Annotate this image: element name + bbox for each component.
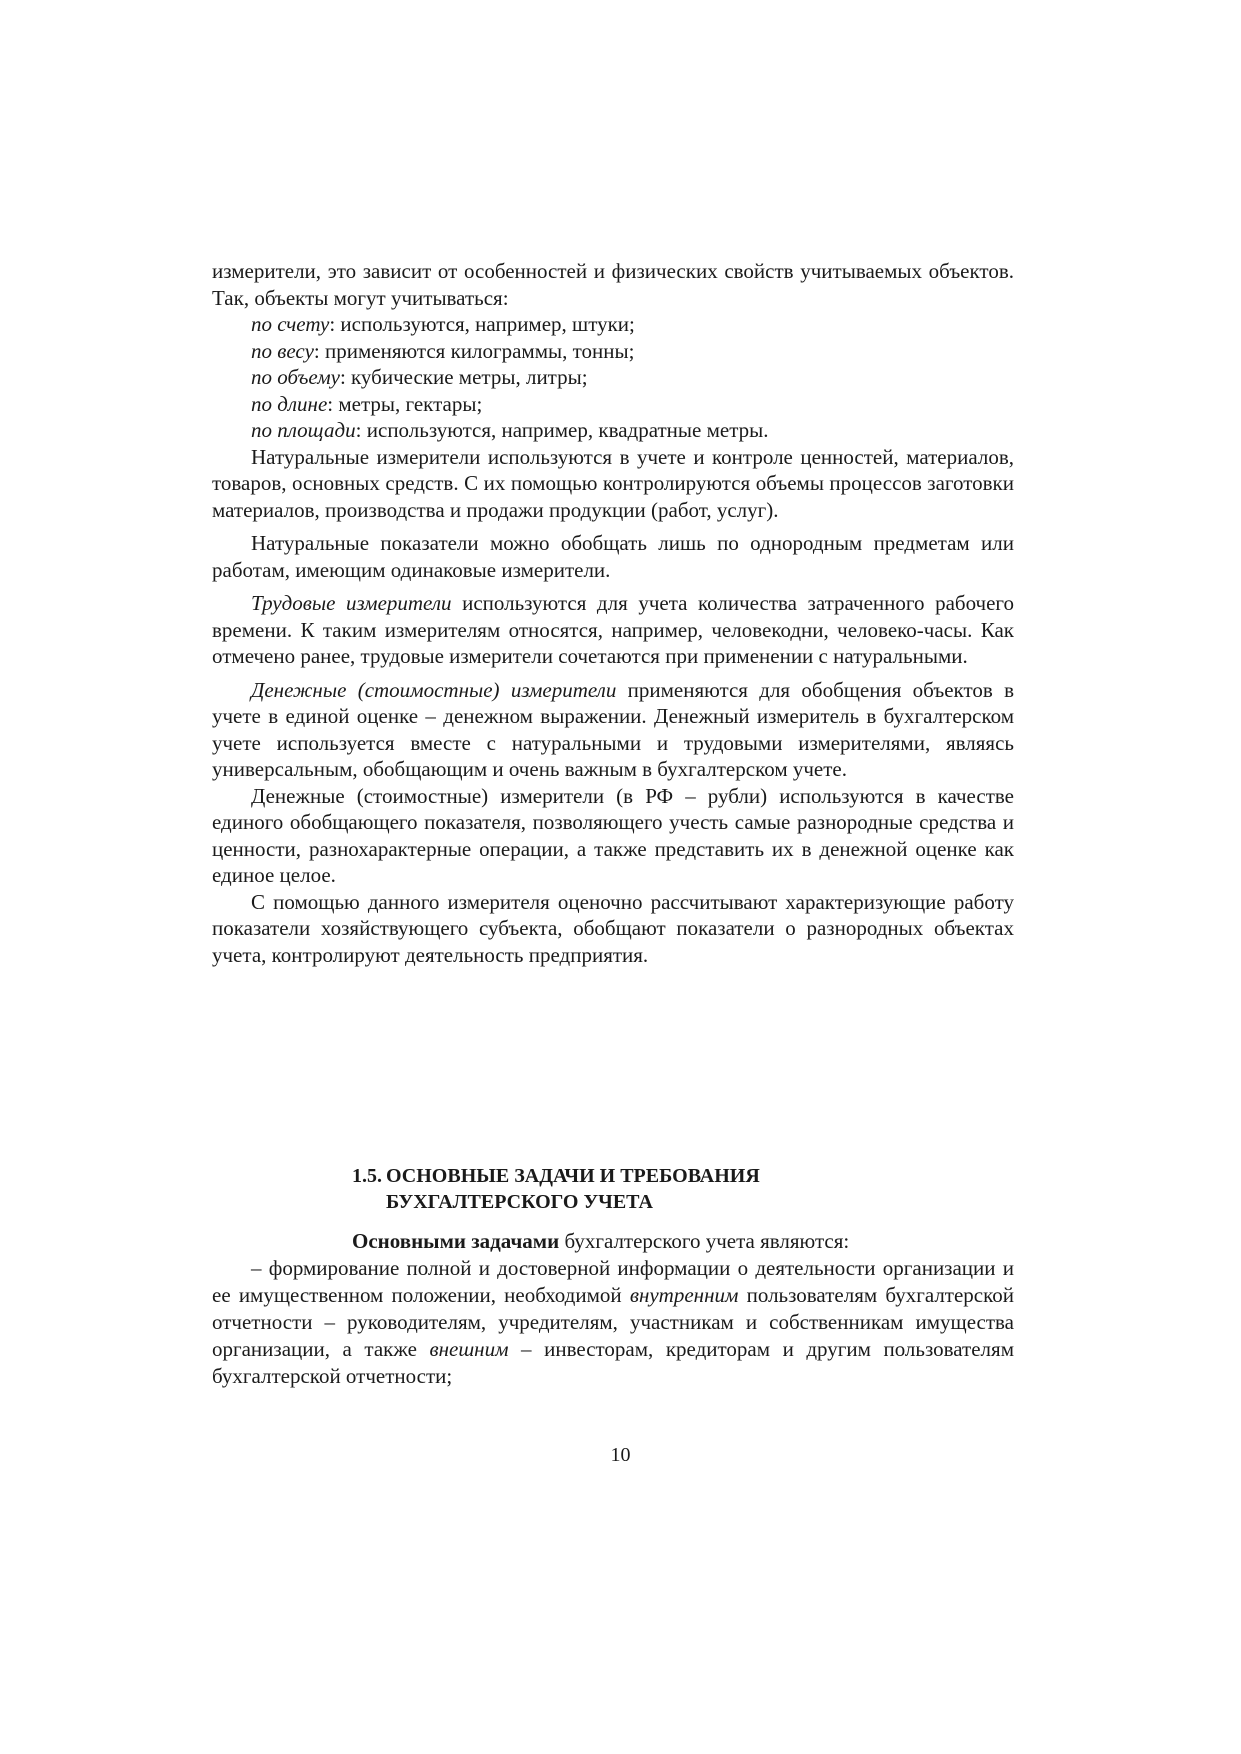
- task-text: – формирование полной и достоверной информации о деятельности организации и ее имущественном положении, необходимой: [212, 1256, 1014, 1307]
- list-item: [212, 417, 1014, 444]
- task-item: [212, 1255, 1014, 1390]
- tasks-lead-bold: Основными задачами: [352, 1229, 560, 1253]
- section-heading-line1: [352, 1163, 912, 1189]
- tasks-lead-rest: бухгалтерского учета являются:: [559, 1229, 850, 1253]
- measure-term: по площади: [251, 418, 356, 442]
- page-number: 10: [610, 1444, 631, 1466]
- task-text: пользователям бухгалтерской отчетности – руководителям, учредителям, участникам и собственникам имущества организации, а также: [212, 1283, 1014, 1361]
- section-title-line1: ОСНОВНЫЕ ЗАДАЧИ И ТРЕБОВАНИЯ: [386, 1165, 760, 1187]
- external-term: внешним: [429, 1337, 509, 1361]
- task-text: – инвесторам, кредиторам и другим пользователям бухгалтерской отчетности;: [212, 1337, 1014, 1388]
- measure-text: : метры, гектары;: [327, 391, 483, 416]
- measure-term: по объему: [251, 365, 340, 389]
- money-term: Денежные (стоимостные) измерители: [251, 677, 617, 702]
- labor-paragraph: [212, 590, 1014, 670]
- money-paragraph: [212, 677, 1014, 783]
- estimate-paragraph: С помощью данного измерителя оценочно рассчитывают характеризующие работу показатели хозяйствующего субъекта, обобщают показатели о разнородных объектах учета, контролируют деятельность предприятия.: [212, 889, 1014, 967]
- tasks-block: [212, 1228, 1014, 1390]
- money-text: применяются для обобщения объектов в учете в единой оценке – денежном выражении. Денежный измеритель в бухгалтерском учете используется вместе с натуральными и трудовыми измерителями, являясь универсальным, обобщающим и очень важным в бухгалтерском учете.: [212, 677, 1014, 781]
- tasks-lead: [212, 1228, 1014, 1255]
- measure-list: [212, 311, 1014, 444]
- list-item: [212, 338, 1014, 365]
- labor-text: используются для учета количества затраченного рабочего времени. К таким измерителям относятся, например, человекодни, человеко-часы. Как отмечено ранее, трудовые измерители сочетаются при применении с натуральными.: [212, 591, 1014, 668]
- section-title-line2: БУХГАЛТЕРСКОГО УЧЕТА: [386, 1191, 653, 1213]
- measure-text: : используются, например, квадратные метры.: [355, 418, 769, 442]
- section-heading: [352, 1163, 912, 1215]
- measure-term: по весу: [251, 338, 314, 363]
- money-rf-paragraph: Денежные (стоимостные) измерители (в РФ – рубли) используются в качестве единого обобщающего показателя, позволяющего учесть самые разнородные средства и ценности, разнохарактерные операции, а также представить их в денежной оценке как единое целое.: [212, 783, 1014, 887]
- list-item: [212, 364, 1014, 391]
- section-number: 1.5.: [352, 1165, 382, 1187]
- natural-summary-paragraph: Натуральные показатели можно обобщать лишь по однородным предметам или работам, имеющим одинаковые измерители.: [212, 531, 1014, 582]
- list-item: [212, 391, 1014, 418]
- internal-term: внутренним: [629, 1283, 739, 1307]
- main-text: [212, 258, 1014, 968]
- natural-usage-paragraph: Натуральные измерители используются в учете и контроле ценностей, материалов, товаров, основных средств. С их помощью контролируются объемы процессов заготовки материалов, производства и продажи продукции (работ, услуг).: [212, 444, 1014, 522]
- measure-term: по счету: [251, 312, 330, 336]
- measure-text: : используются, например, штуки;: [329, 312, 635, 336]
- intro-paragraph: измерители, это зависит от особенностей и физических свойств учитываемых объектов. Так, объекты могут учитываться:: [212, 259, 1014, 310]
- list-item: [212, 311, 1014, 338]
- measure-term: по длине: [251, 391, 328, 416]
- measure-text: : применяются килограммы, тонны;: [313, 338, 635, 363]
- labor-term: Трудовые измерители: [251, 591, 452, 615]
- measure-text: : кубические метры, литры;: [339, 365, 588, 389]
